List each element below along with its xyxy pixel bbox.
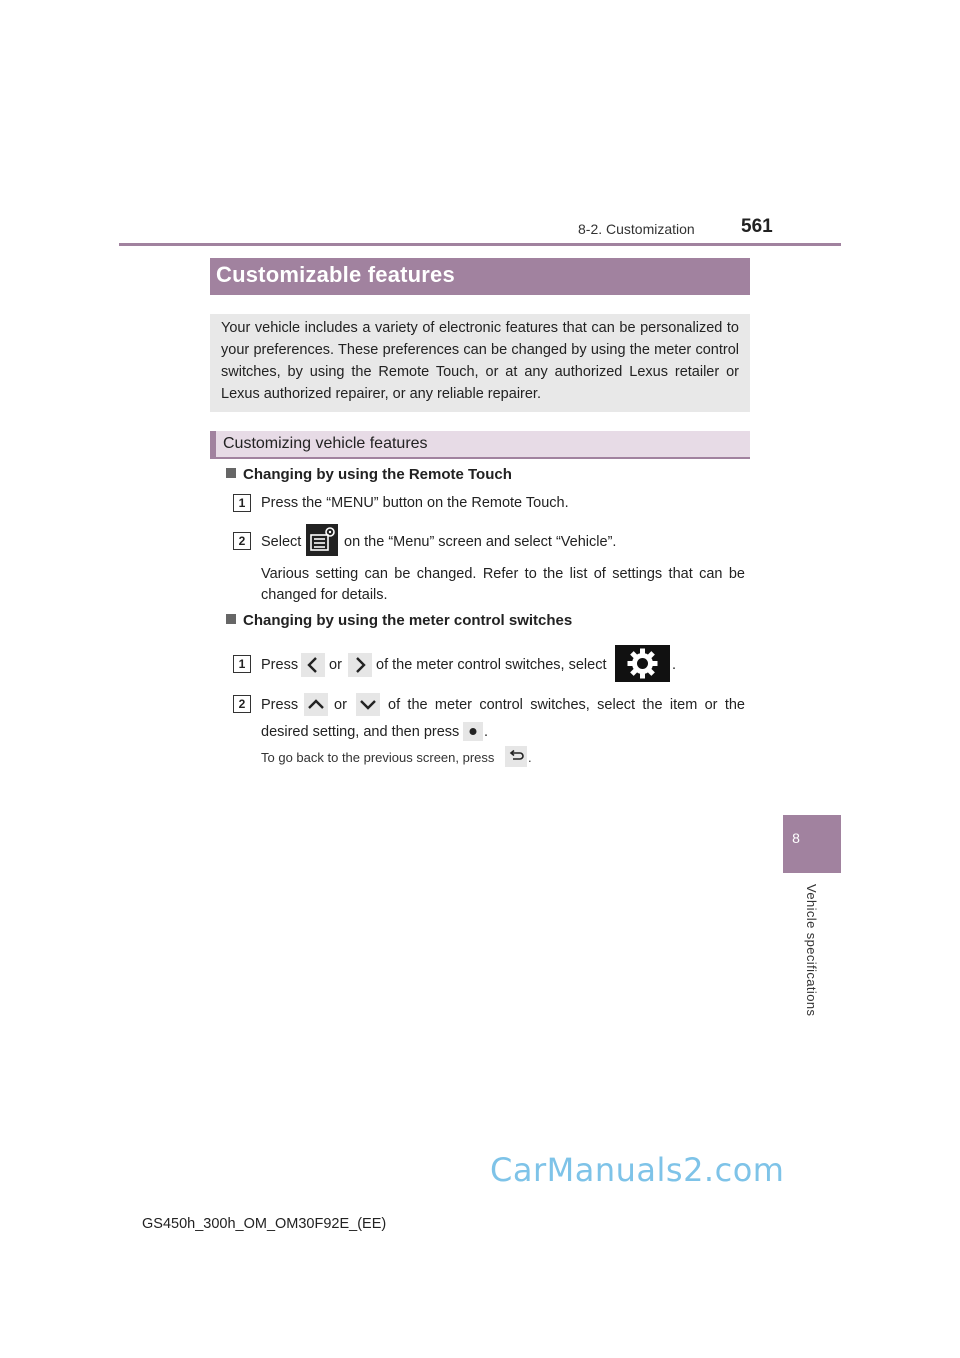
step-badge-1: 1: [233, 655, 251, 673]
meter-step-2-press: Press: [261, 697, 299, 713]
remote-step-1-text: Press the “MENU” button on the Remote Touch.: [261, 495, 569, 511]
meter-step-1-end: .: [672, 657, 677, 673]
intro-text: Your vehicle includes a variety of electronic features that can be personalized to your preferences. These preferences can be changed by using the meter control switches, by using the Remote Touch, or at any authorized Lexus retailer or Lexus authorized repairer, or any reliable repairer.: [221, 320, 739, 402]
meter-heading: [226, 612, 572, 629]
bullet-square-icon: [226, 614, 236, 624]
watermark: CarManuals2.com: [490, 1151, 785, 1189]
subsection-title: Customizing vehicle features: [223, 435, 428, 452]
gear-icon: [615, 645, 670, 682]
settings-menu-icon: [306, 524, 338, 556]
footer-doc-id: GS450h_300h_OM_OM30F92E_(EE): [142, 1216, 387, 1232]
step-badge-2: 2: [233, 532, 251, 550]
meter-step-2-line2: desired setting, and then press: [261, 724, 460, 740]
header-divider: [119, 243, 841, 246]
back-arrow-icon: [505, 746, 527, 767]
chevron-left-icon: [301, 653, 325, 677]
step-badge-2: 2: [233, 695, 251, 713]
chapter-label: Vehicle specifications: [804, 884, 819, 1017]
chevron-down-icon: [356, 693, 380, 716]
step-badge-1: 1: [233, 494, 251, 512]
meter-heading-text: Changing by using the meter control switches: [243, 612, 573, 629]
chapter-number: 8: [792, 830, 800, 846]
enter-dot-icon: [463, 722, 483, 741]
chevron-up-icon: [304, 693, 328, 716]
remote-step-2-after: on the “Menu” screen and select “Vehicle”.: [344, 534, 617, 550]
meter-step-1-after: of the meter control switches, select: [376, 657, 607, 673]
meter-step-1-or: or: [329, 657, 342, 673]
section-header: 8-2. Customization: [578, 221, 695, 237]
meter-step-2-after: of the meter control switches, select the item or the: [388, 697, 745, 713]
meter-step-2-end: .: [484, 724, 489, 740]
page-number: 561: [741, 216, 773, 237]
remote-touch-heading: [226, 466, 512, 483]
remote-step-2-before: Select: [261, 534, 302, 550]
chevron-right-icon: [348, 653, 372, 677]
remote-note: Various setting can be changed. Refer to the list of settings that can be changed for details.: [261, 566, 745, 603]
meter-step-1-press: Press: [261, 657, 299, 673]
page-title: Customizable features: [216, 262, 455, 287]
back-note: To go back to the previous screen, press: [261, 750, 495, 765]
meter-step-2-or: or: [334, 697, 347, 713]
bullet-square-icon: [226, 468, 236, 478]
back-note-end: .: [528, 750, 532, 765]
remote-touch-heading-text: Changing by using the Remote Touch: [243, 466, 512, 483]
subsection-accent: [210, 431, 216, 459]
